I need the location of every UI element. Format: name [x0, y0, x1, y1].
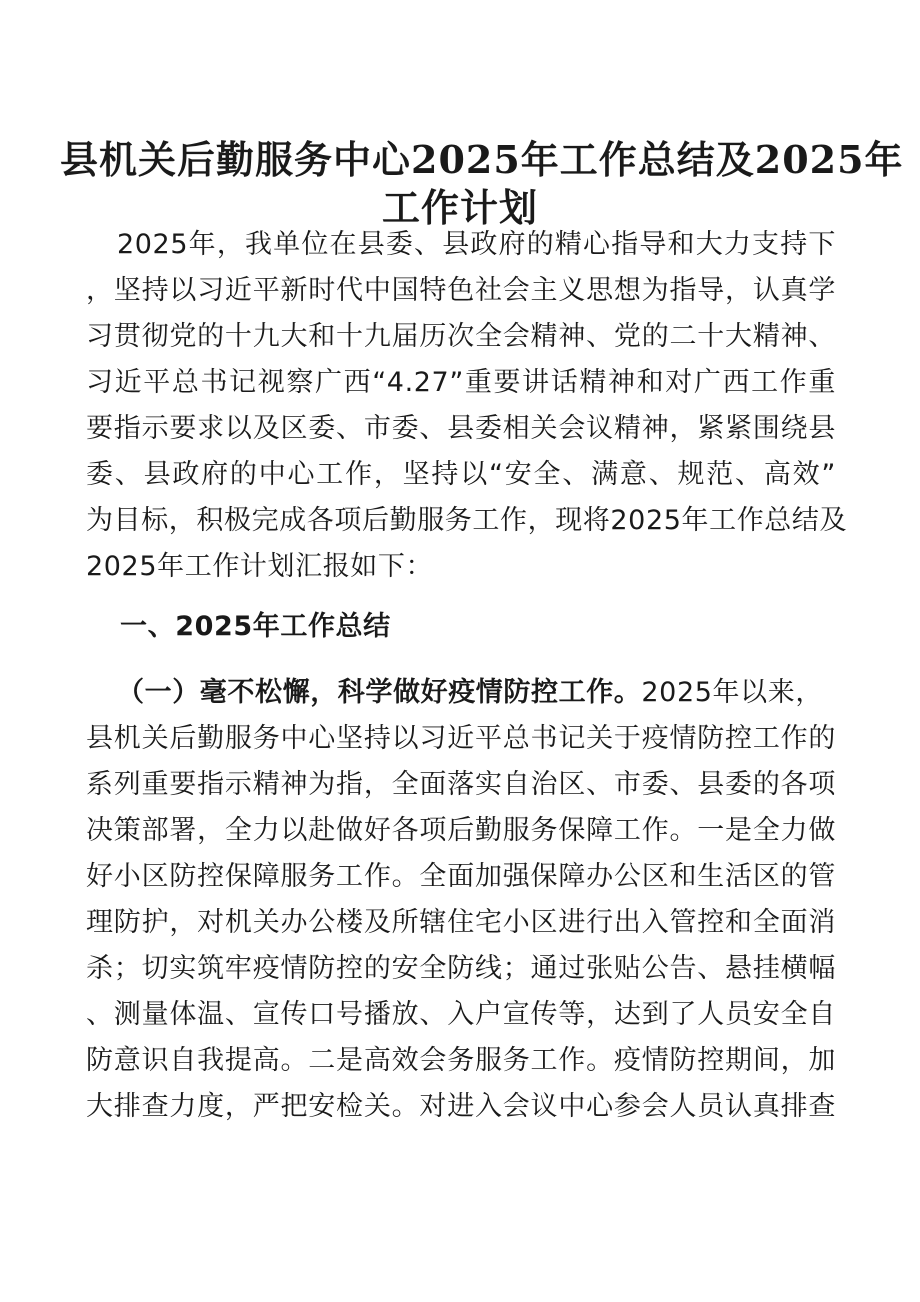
intro-line-4: 习近平总书记视察广西“4.27”重要讲话精神和对广西工作重: [86, 367, 836, 398]
intro-line-1: 2025年，我单位在县委、县政府的精心指导和大力支持下: [117, 229, 836, 260]
subsection-line-3: 系列重要指示精神为指，全面落实自治区、市委、县委的各项: [86, 769, 836, 800]
paragraph-gap: [86, 650, 836, 670]
subsection-line-9: 防意识自我提高。二是高效会务服务工作。疫情防控期间，加: [86, 1045, 836, 1076]
intro-line-3: 习贯彻党的十九大和十九届历次全会精神、党的二十大精神、: [86, 321, 836, 352]
subsection-line-7: 杀；切实筑牢疫情防控的安全防线；通过张贴公告、悬挂横幅: [86, 953, 836, 984]
subsection-line-2: 县机关后勤服务中心坚持以习近平总书记关于疫情防控工作的: [86, 723, 836, 754]
intro-line-2: ，坚持以习近平新时代中国特色社会主义思想为指导，认真学: [86, 275, 836, 306]
subsection-heading-epidemic-control: （一）毫不松懈，科学做好疫情防控工作。: [117, 677, 642, 708]
subsection-line-10: 大排查力度，严把安检关。对进入会议中心参会人员认真排查: [86, 1091, 836, 1122]
subsection-line-4: 决策部署，全力以赴做好各项后勤服务保障工作。一是全力做: [86, 815, 836, 846]
intro-line-7: 为目标，积极完成各项后勤服务工作，现将2025年工作总结及: [86, 505, 848, 536]
subsection-line-8: 、测量体温、宣传口号播放、入户宣传等，达到了人员安全自: [86, 999, 836, 1030]
section-heading-work-summary: 一、2025年工作总结: [120, 611, 391, 642]
intro-line-5: 要指示要求以及区委、市委、县委相关会议精神，紧紧围绕县: [86, 413, 836, 444]
document-title-line-2: 工作计划: [381, 185, 538, 230]
intro-line-6: 委、县政府的中心工作，坚持以“安全、满意、规范、高效”: [86, 459, 836, 490]
subsection-line-5: 好小区防控保障服务工作。全面加强保障办公区和生活区的管: [86, 861, 836, 892]
intro-line-8: 2025年工作计划汇报如下：: [86, 551, 434, 582]
paragraph-gap: [86, 590, 836, 604]
document-body: [86, 222, 848, 1130]
subsection-first-line-tail: 2025年以来，: [641, 677, 823, 708]
subsection-first-line: [86, 670, 836, 716]
subsection-line-6: 理防护，对机关办公楼及所辖住宅小区进行出入管控和全面消: [86, 907, 836, 938]
document-title-line-1: 县机关后勤服务中心2025年工作总结及2025年: [60, 137, 904, 182]
